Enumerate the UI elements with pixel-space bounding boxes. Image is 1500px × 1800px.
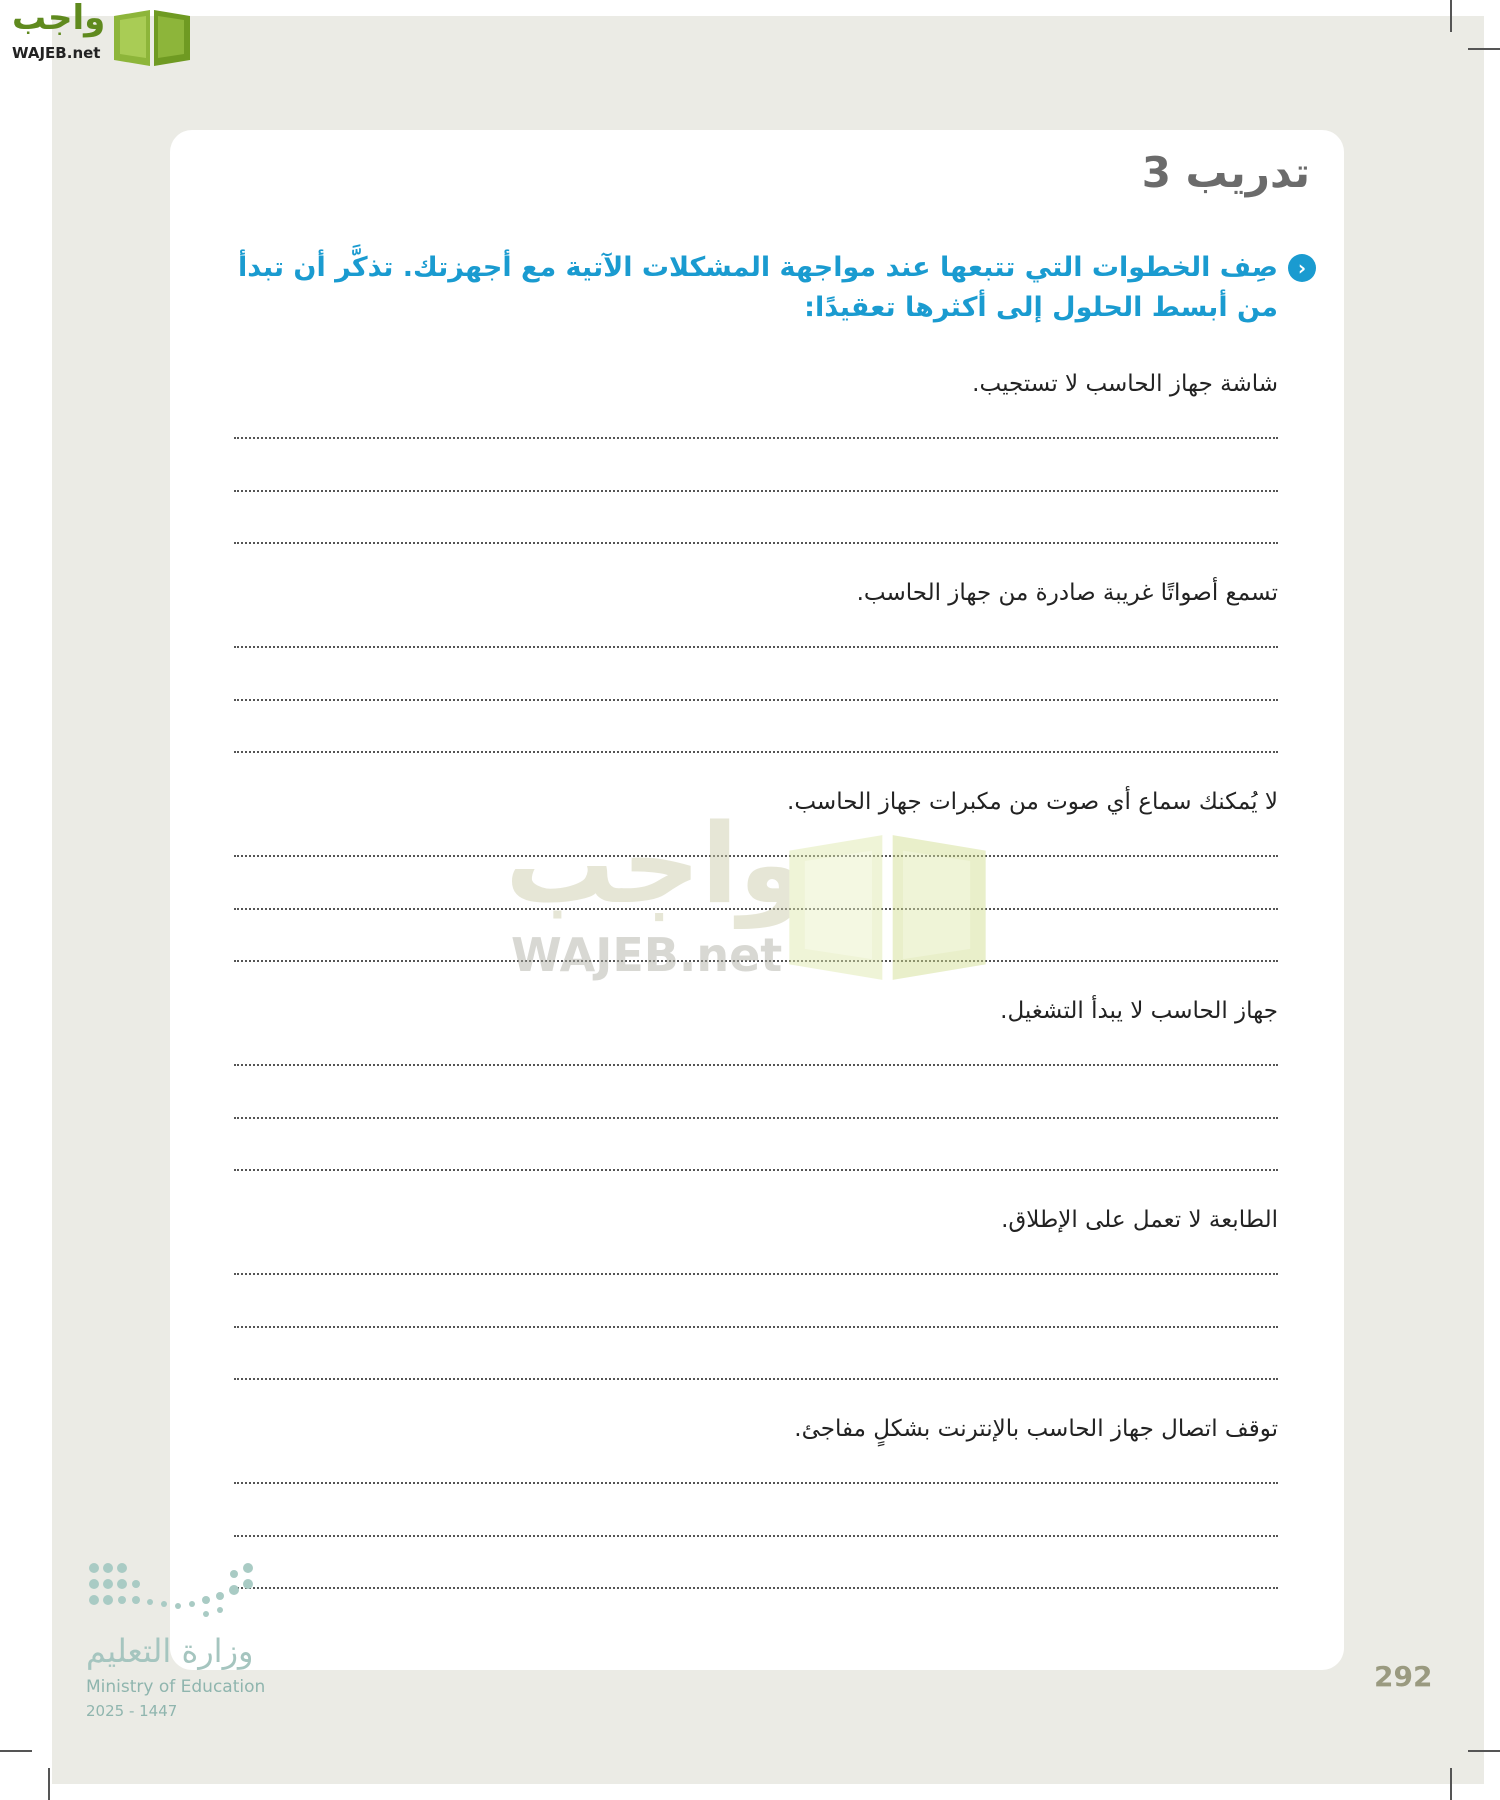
answer-line[interactable] [234,1378,1278,1380]
question-item [234,577,1278,786]
question-list [234,368,1278,1622]
crop-mark [1468,1750,1500,1752]
watermark-arabic: واجب [505,800,807,928]
ministry-dots-icon [86,1560,266,1622]
crop-mark [1450,1768,1452,1800]
question-text: شاشة جهاز الحاسب لا تستجيب. [972,371,1278,397]
exercise-title: تدريب 3 [1141,148,1310,197]
crop-mark [0,1750,32,1752]
question-text: توقف اتصال جهاز الحاسب بالإنترنت بشكلٍ مفاجئ. [794,1416,1278,1442]
logo-arabic: واجب [12,0,106,38]
crop-mark [1468,48,1500,50]
crop-mark [48,1768,50,1800]
question-text: جهاز الحاسب لا يبدأ التشغيل. [1000,998,1278,1024]
answer-line[interactable] [234,1169,1278,1171]
instruction-text [228,248,1307,328]
book-icon [112,8,192,68]
question-text: تسمع أصواتًا غريبة صادرة من جهاز الحاسب. [856,580,1278,606]
answer-line[interactable] [234,646,1278,648]
question-item [234,1413,1278,1622]
ministry-english: Ministry of Education [86,1677,266,1697]
wajeb-logo [8,0,190,68]
watermark-latin: WAJEB.net [511,928,783,982]
answer-line[interactable] [234,1273,1278,1275]
answer-line[interactable] [234,1326,1278,1328]
answer-line[interactable] [234,1535,1278,1537]
question-text: الطابعة لا تعمل على الإطلاق. [1001,1207,1278,1233]
question-item [234,1204,1278,1413]
question-text: لا يُمكنك سماع أي صوت من مكبرات جهاز الحاسب. [787,789,1278,815]
logo-latin: WAJEB.net [12,44,101,62]
chevron-left-icon: ‹ [1288,254,1316,282]
answer-line[interactable] [234,1117,1278,1119]
answer-line[interactable] [234,751,1278,753]
answer-line[interactable] [234,490,1278,492]
ministry-arabic: وزارة التعليم [86,1632,254,1670]
question-item [234,368,1278,577]
ministry-logo [86,1560,286,1720]
answer-line[interactable] [234,1064,1278,1066]
answer-line[interactable] [234,1482,1278,1484]
wajeb-watermark [505,800,1005,990]
question-item [234,995,1278,1204]
page-number: 292 [1374,1660,1433,1693]
answer-line[interactable] [234,542,1278,544]
instruction-label: صِف الخطوات التي تتبعها عند مواجهة المشكلات الآتية مع أجهزتك. تذكَّر أن تبدأ من أبسط الحلول إلى أكثرها تعقيدًا: [237,252,1278,323]
answer-line[interactable] [234,699,1278,701]
answer-line[interactable] [234,437,1278,439]
crop-mark [1450,0,1452,32]
ministry-year: 2025 - 1447 [86,1702,178,1720]
answer-line[interactable] [234,1587,1278,1589]
book-icon [775,830,1000,985]
